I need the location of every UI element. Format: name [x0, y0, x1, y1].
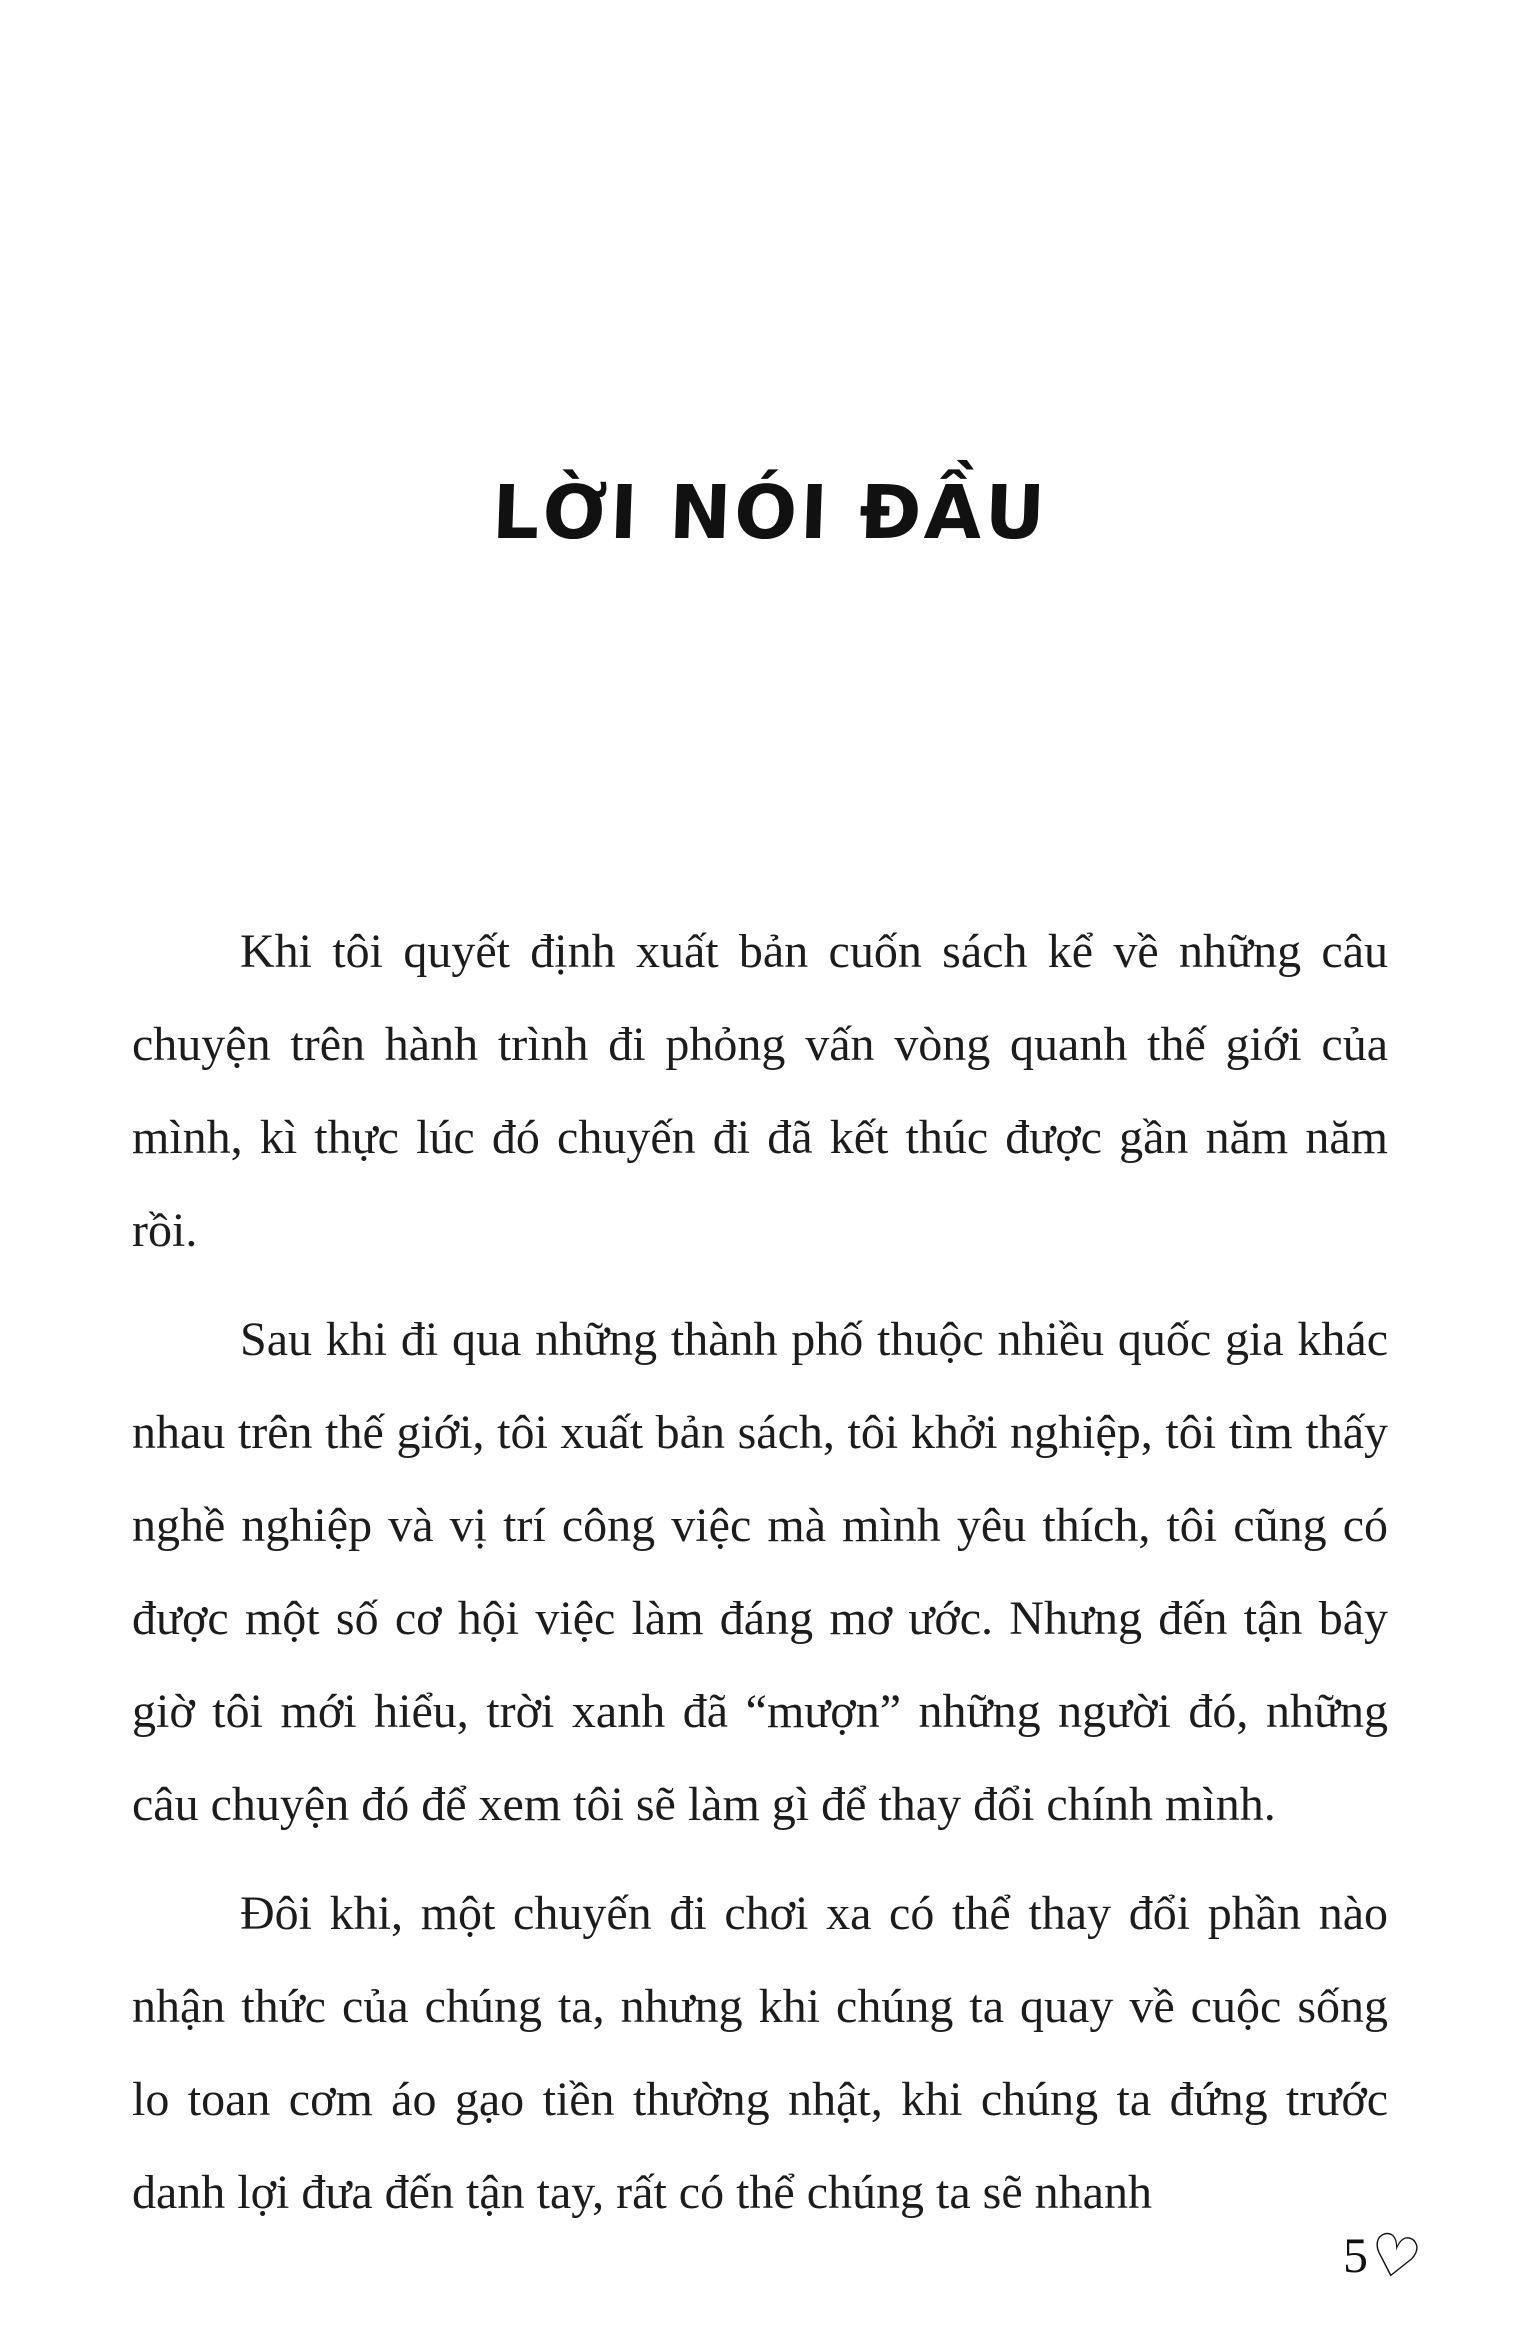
heart-icon: ♡: [1362, 2218, 1428, 2296]
page-footer: [1343, 2218, 1428, 2296]
paragraph: Sau khi đi qua những thành phố thuộc nhiều quốc gia khác nhau trên thế giới, tôi xuất bản sách, tôi khởi nghiệp, tôi tìm thấy nghề nghiệp và vị trí công việc mà mình yêu thích, tôi cũng có được một số cơ hội việc làm đáng mơ ước. Nhưng đến tận bây giờ tôi mới hiểu, trời xanh đã “mượn” những người đó, những câu chuyện đó để xem tôi sẽ làm gì để thay đổi chính mình.: [132, 1313, 1388, 1831]
paragraph: Khi tôi quyết định xuất bản cuốn sách kể về những câu chuyện trên hành trình đi phỏng vấn vòng quanh thế giới của mình, kì thực lúc đó chuyến đi đã kết thúc được gần năm năm rồi.: [132, 925, 1388, 1257]
page-number: 5: [1343, 2227, 1368, 2283]
body-text: [132, 905, 1388, 2255]
chapter-title: LỜI NÓI ĐẦU: [490, 470, 1050, 556]
paragraph: Đôi khi, một chuyến đi chơi xa có thể thay đổi phần nào nhận thức của chúng ta, nhưng khi chúng ta quay về cuộc sống lo toan cơm áo gạo tiền thường nhật, khi chúng ta đứng trước danh lợi đưa đến tận tay, rất có thể chúng ta sẽ nhanh: [132, 1887, 1388, 2219]
